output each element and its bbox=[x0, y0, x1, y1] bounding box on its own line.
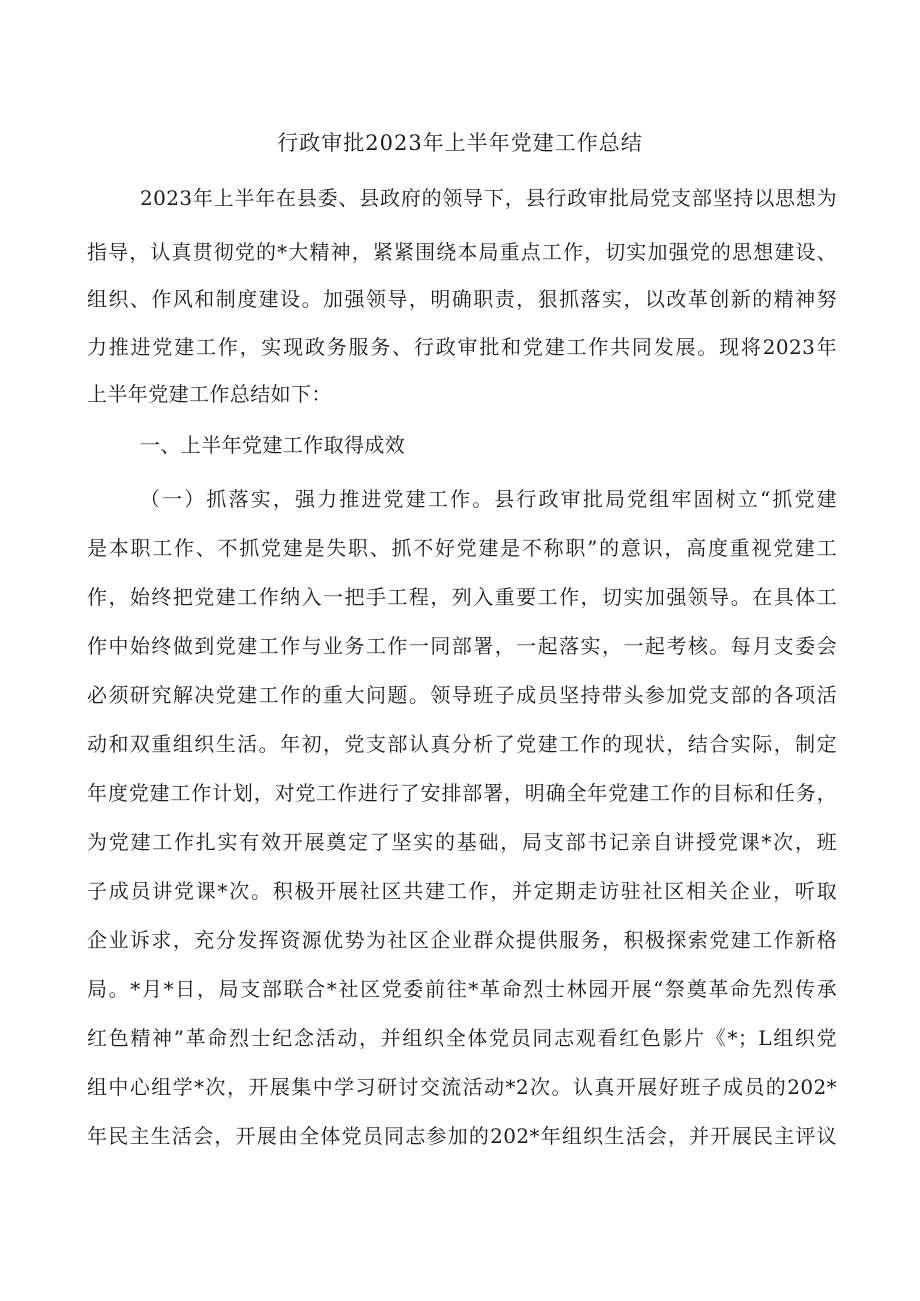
paragraph-line: 红色精神”革命烈士纪念活动，并组织全体党员同志观看红色影片《*；L组织党 bbox=[87, 1026, 837, 1050]
paragraph-line: 作中始终做到党建工作与业务工作一同部署，一起落实，一起考核。每月支委会 bbox=[87, 634, 837, 658]
paragraph-line: 企业诉求，充分发挥资源优势为社区企业群众提供服务，积极探索党建工作新格 bbox=[87, 928, 837, 952]
paragraph-line: 必须研究解决党建工作的重大问题。领导班子成员坚持带头参加党支部的各项活 bbox=[87, 683, 837, 707]
intro-line: 2023年上半年在县委、县政府的领导下，县行政审批局党支部坚持以思想为 bbox=[140, 186, 837, 210]
intro-line: 力推进党建工作，实现政务服务、行政审批和党建工作共同发展。现将2023年 bbox=[87, 335, 837, 359]
paragraph-line: 作，始终把党建工作纳入一把手工程，列入重要工作，切实加强领导。在具体工 bbox=[87, 585, 837, 609]
intro-line: 指导，认真贯彻党的*大精神，紧紧围绕本局重点工作，切实加强党的思想建设、 bbox=[87, 240, 837, 264]
paragraph-line: 子成员讲党课*次。积极开展社区共建工作，并定期走访驻社区相关企业，听取 bbox=[87, 879, 837, 903]
section-heading: 一、上半年党建工作取得成效 bbox=[140, 433, 406, 457]
intro-line: 上半年党建工作总结如下： bbox=[87, 382, 332, 406]
paragraph-line: 局。*月*日，局支部联合*社区党委前往*革命烈士林园开展“祭奠革命先烈传承 bbox=[87, 977, 837, 1001]
paragraph-line: 年度党建工作计划，对党工作进行了安排部署，明确全年党建工作的目标和任务， bbox=[87, 781, 837, 805]
document-title: 行政审批2023年上半年党建工作总结 bbox=[277, 131, 643, 155]
paragraph-line: 是本职工作、不抓党建是失职、抓不好党建是不称职”的意识，高度重视党建工 bbox=[87, 536, 837, 560]
paragraph-line: 组中心组学*次，开展集中学习研讨交流活动*2次。认真开展好班子成员的202* bbox=[87, 1075, 837, 1099]
paragraph-line: 为党建工作扎实有效开展奠定了坚实的基础，局支部书记亲自讲授党课*次，班 bbox=[87, 830, 837, 854]
paragraph-line: （一）抓落实，强力推进党建工作。县行政审批局党组牢固树立“抓党建 bbox=[140, 487, 837, 511]
paragraph-line: 年民主生活会，开展由全体党员同志参加的202*年组织生活会，并开展民主评议 bbox=[87, 1124, 837, 1148]
intro-line: 组织、作风和制度建设。加强领导，明确职责，狠抓落实，以改革创新的精神努 bbox=[87, 287, 837, 311]
paragraph-line: 动和双重组织生活。年初，党支部认真分析了党建工作的现状，结合实际，制定 bbox=[87, 732, 837, 756]
